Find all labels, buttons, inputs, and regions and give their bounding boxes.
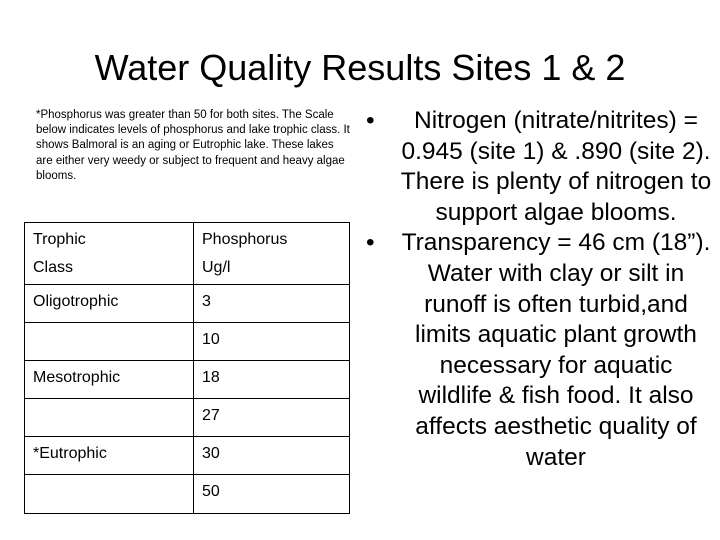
table-cell-value: 18: [194, 361, 350, 399]
table-row: [25, 361, 350, 399]
table-cell-class: Oligotrophic: [25, 285, 194, 323]
table-row: [25, 399, 350, 437]
table-cell-class: Mesotrophic: [25, 361, 194, 399]
phosphorus-note: *Phosphorus was greater than 50 for both sites. The Scale below indicates levels of phosphorus and lake trophic class. It shows Balmoral is an aging or Eutrophic lake. These lakes are either very weedy or subject to frequent and heavy algae blooms.: [36, 109, 350, 182]
slide-title: Water Quality Results Sites 1 & 2: [94, 47, 626, 88]
table-header-row: [25, 223, 350, 285]
table-cell-value: 3: [194, 285, 350, 323]
table-row: [25, 475, 350, 514]
bullet-list: [366, 106, 712, 473]
table-cell-class: [25, 399, 194, 437]
table-header-cell-phosphorus: [194, 223, 350, 285]
table-row: [25, 285, 350, 323]
table-cell-value: 30: [194, 437, 350, 475]
bullet-text: Transparency = 46 cm (18”). Water with clay or silt in runoff is often turbid,and limits aquatic plant growth necessary for aquatic wildlife & fish food. It also affects aesthetic quality of water: [401, 229, 711, 471]
header-trophic-label: Trophic: [33, 231, 86, 248]
table-cell-value: 50: [194, 475, 350, 514]
bullet-item-nitrogen: [366, 106, 712, 228]
header-phosphorus-label: Phosphorus: [202, 231, 288, 248]
header-class-label: Class: [33, 259, 74, 276]
header-unit-label: Ug/l: [202, 259, 231, 276]
table-row: [25, 437, 350, 475]
table-cell-value: 27: [194, 399, 350, 437]
table-cell-class: [25, 475, 194, 514]
table-row: [25, 323, 350, 361]
bullet-dot-icon: •: [366, 107, 375, 134]
table-header-cell-trophic-class: [25, 223, 194, 285]
bullet-text: Nitrogen (nitrate/nitrites) = 0.945 (site 1) & .890 (site 2). There is plenty of nitrogen to support algae blooms.: [400, 107, 712, 226]
bullet-item-transparency: [366, 228, 712, 473]
table-cell-class: *Eutrophic: [25, 437, 194, 475]
trophic-class-table: [24, 222, 350, 514]
bullet-dot-icon: •: [366, 229, 375, 257]
table-cell-class: [25, 323, 194, 361]
table-cell-value: 10: [194, 323, 350, 361]
